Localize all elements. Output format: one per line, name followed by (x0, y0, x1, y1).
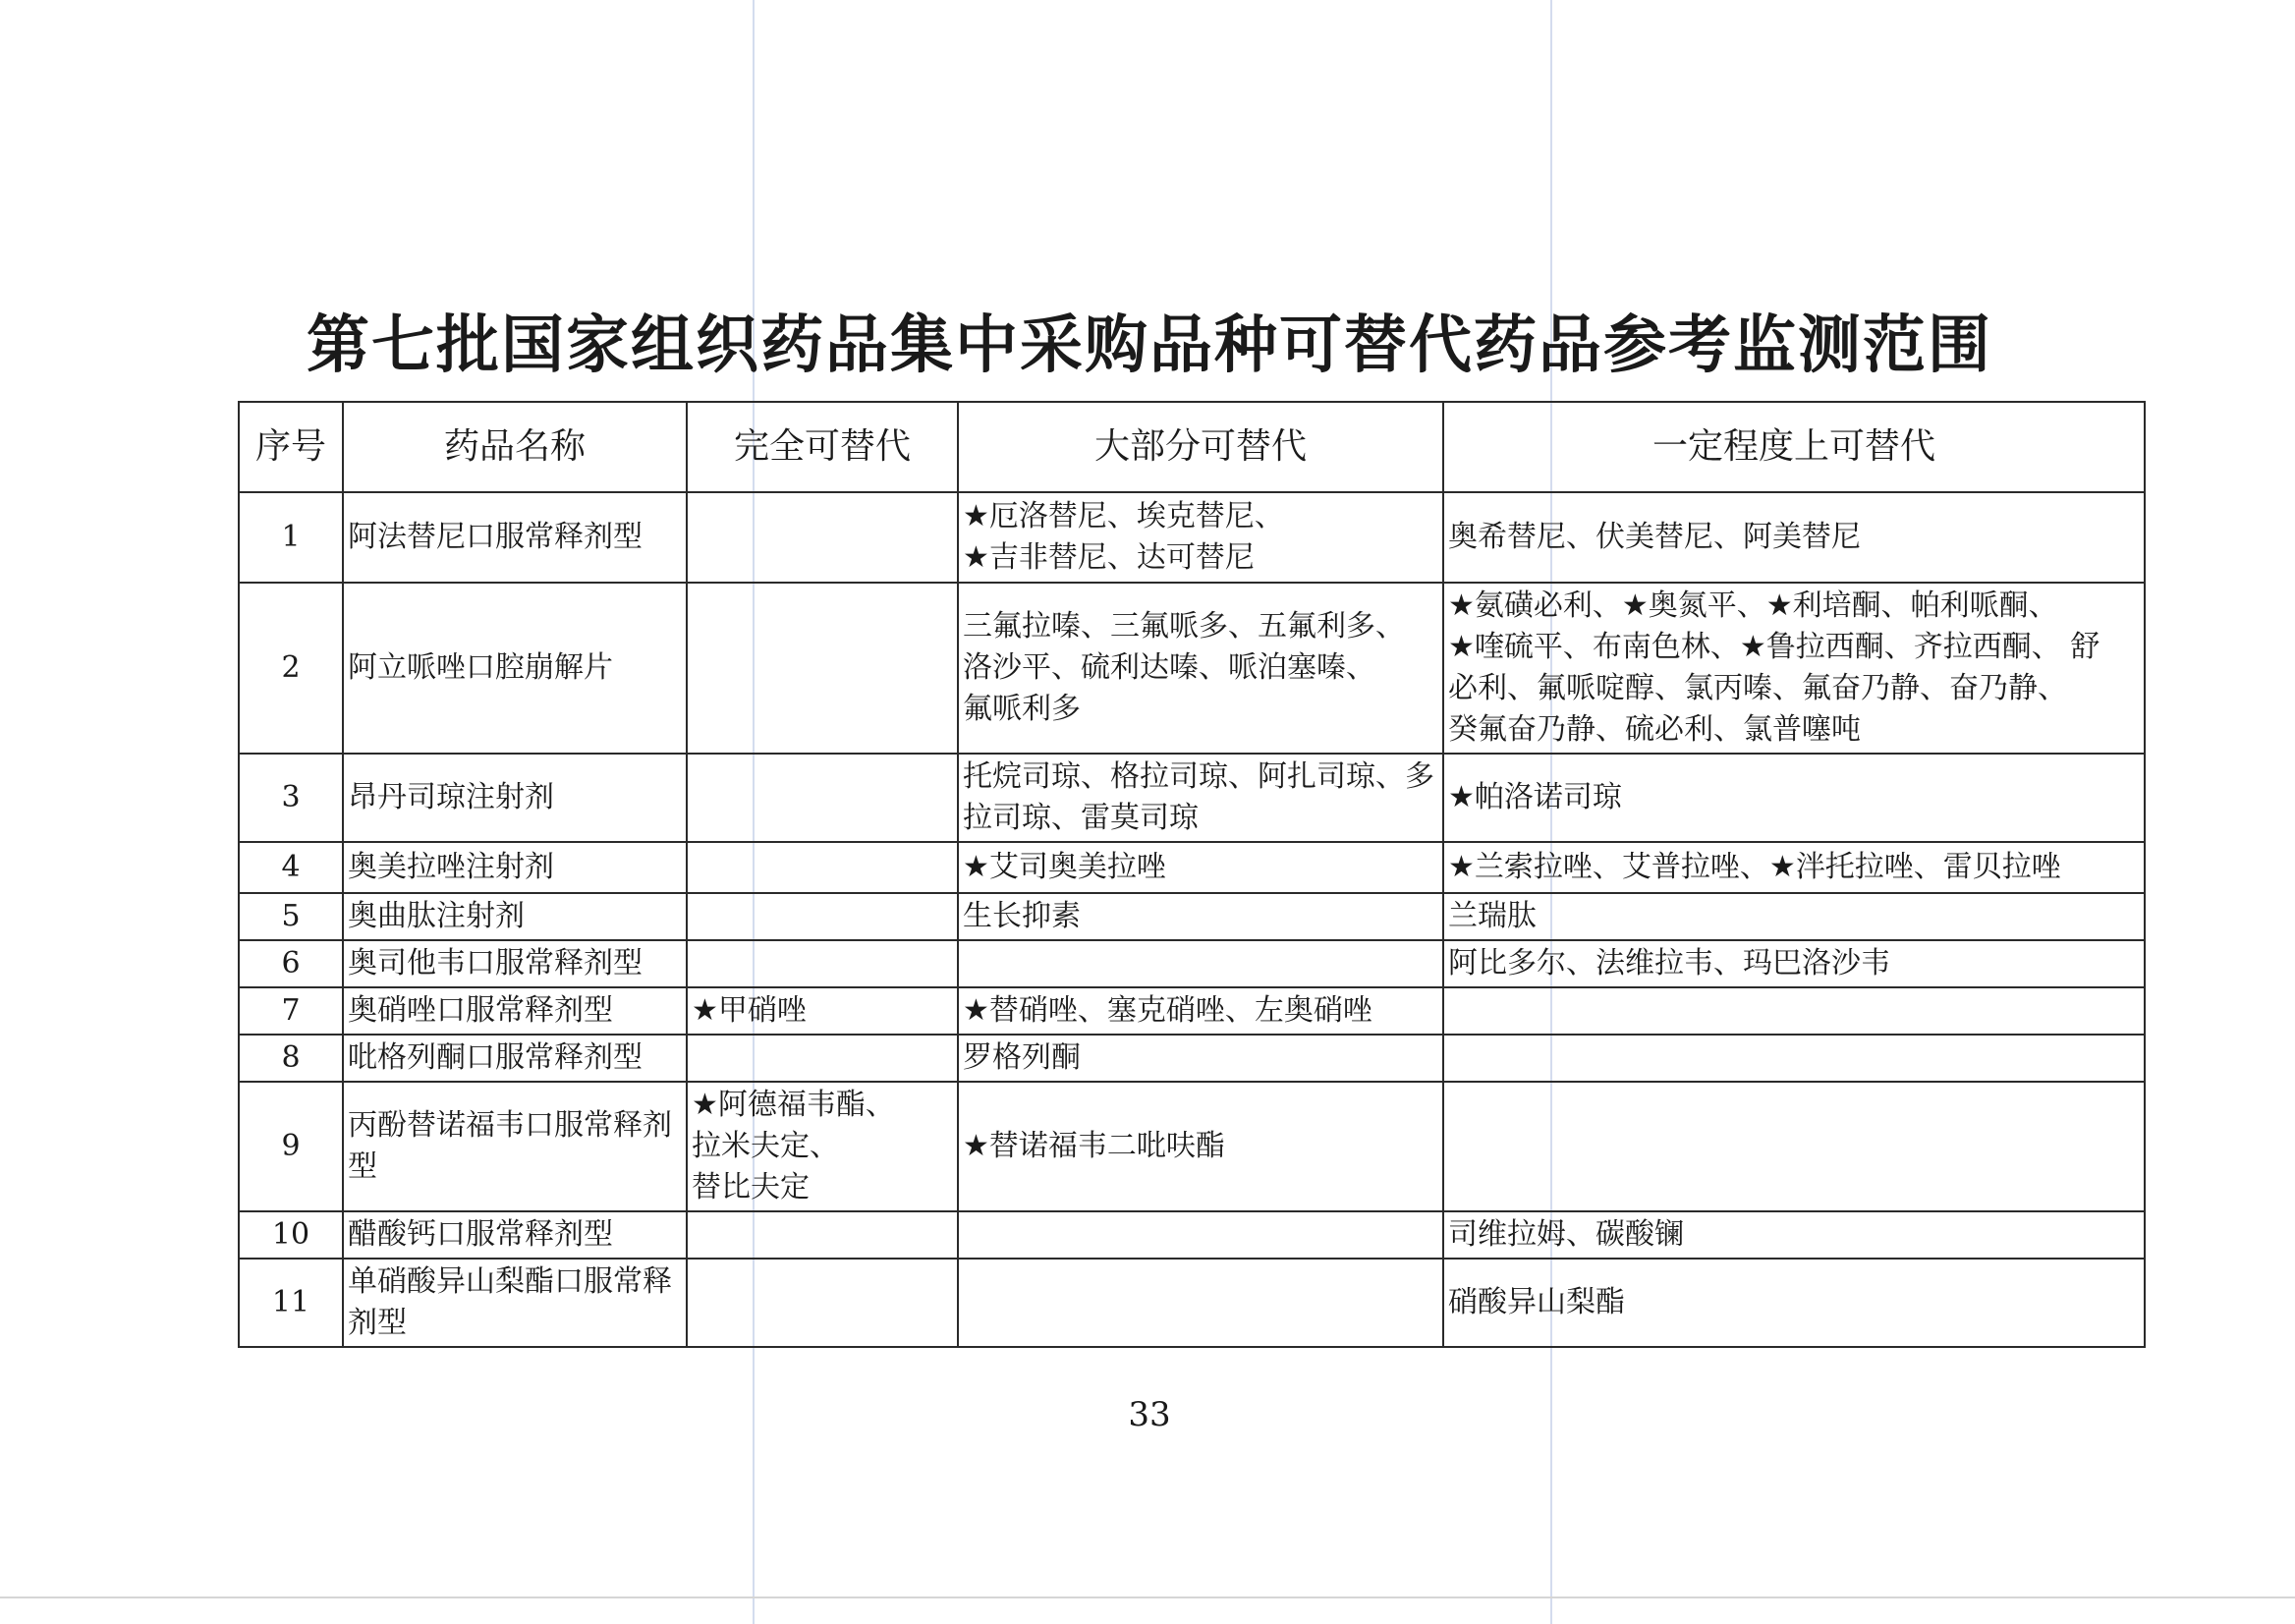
drug-name-cell: 奥硝唑口服常释剂型 (343, 987, 687, 1035)
full-substitute-cell: ★阿德福韦酯、 拉米夫定、 替比夫定 (687, 1082, 958, 1211)
table-row (239, 893, 2145, 940)
partial-substitute-cell: 阿比多尔、法维拉韦、玛巴洛沙韦 (1443, 940, 2145, 987)
drug-name-cell: 吡格列酮口服常释剂型 (343, 1035, 687, 1082)
partial-substitute-cell (1443, 1082, 2145, 1211)
table-row (239, 1082, 2145, 1211)
most-substitute-cell: 三氟拉嗪、三氟哌多、五氟利多、 洛沙平、硫利达嗪、哌泊塞嗪、 氟哌利多 (958, 583, 1443, 754)
drug-name-cell: 丙酚替诺福韦口服常释剂 型 (343, 1082, 687, 1211)
seq-cell: 5 (239, 893, 343, 940)
drug-name-cell: 奥美拉唑注射剂 (343, 842, 687, 893)
full-substitute-cell: ★甲硝唑 (687, 987, 958, 1035)
most-substitute-cell (958, 1259, 1443, 1347)
drug-name-cell: 阿法替尼口服常释剂型 (343, 492, 687, 583)
seq-cell: 10 (239, 1211, 343, 1259)
partial-substitute-cell: 兰瑞肽 (1443, 893, 2145, 940)
header-seq: 序号 (239, 402, 343, 492)
seq-cell: 1 (239, 492, 343, 583)
most-substitute-cell: 生长抑素 (958, 893, 1443, 940)
partial-substitute-cell: ★帕洛诺司琼 (1443, 754, 2145, 842)
table-row (239, 842, 2145, 893)
seq-cell: 8 (239, 1035, 343, 1082)
most-substitute-cell: 托烷司琼、格拉司琼、阿扎司琼、多 拉司琼、雷莫司琼 (958, 754, 1443, 842)
drug-name-cell: 醋酸钙口服常释剂型 (343, 1211, 687, 1259)
page-title: 第七批国家组织药品集中采购品种可替代药品参考监测范围 (307, 308, 1992, 382)
most-substitute-cell: ★艾司奥美拉唑 (958, 842, 1443, 893)
seq-cell: 4 (239, 842, 343, 893)
most-substitute-cell: ★替诺福韦二吡呋酯 (958, 1082, 1443, 1211)
table-row (239, 492, 2145, 583)
drug-name-cell: 昂丹司琼注射剂 (343, 754, 687, 842)
seq-cell: 7 (239, 987, 343, 1035)
partial-substitute-cell: ★兰索拉唑、艾普拉唑、★泮托拉唑、雷贝拉唑 (1443, 842, 2145, 893)
seq-cell: 11 (239, 1259, 343, 1347)
full-substitute-cell (687, 492, 958, 583)
partial-substitute-cell (1443, 987, 2145, 1035)
full-substitute-cell (687, 940, 958, 987)
seq-cell: 2 (239, 583, 343, 754)
full-substitute-cell (687, 583, 958, 754)
drug-name-cell: 阿立哌唑口腔崩解片 (343, 583, 687, 754)
table-row (239, 754, 2145, 842)
scan-bottom-edge (0, 1596, 2295, 1598)
table-row (239, 940, 2145, 987)
partial-substitute-cell: 奥希替尼、伏美替尼、阿美替尼 (1443, 492, 2145, 583)
table-body (239, 492, 2145, 1347)
table-row (239, 1259, 2145, 1347)
most-substitute-cell (958, 1211, 1443, 1259)
most-substitute-cell: ★厄洛替尼、埃克替尼、 ★吉非替尼、达可替尼 (958, 492, 1443, 583)
partial-substitute-cell: 司维拉姆、碳酸镧 (1443, 1211, 2145, 1259)
partial-substitute-cell: ★氨磺必利、★奥氮平、★利培酮、帕利哌酮、 ★喹硫平、布南色林、★鲁拉西酮、齐拉西酮、 舒 必利、氟哌啶醇、氯丙嗪、氟奋乃静、奋乃静、 癸氟奋乃静、硫必利、氯普噻吨 (1443, 583, 2145, 754)
header-most-substitute: 大部分可替代 (958, 402, 1443, 492)
table-row (239, 1035, 2145, 1082)
seq-cell: 9 (239, 1082, 343, 1211)
partial-substitute-cell: 硝酸异山梨酯 (1443, 1259, 2145, 1347)
seq-cell: 3 (239, 754, 343, 842)
header-drug-name: 药品名称 (343, 402, 687, 492)
page-number: 33 (1128, 1395, 1171, 1434)
full-substitute-cell (687, 1211, 958, 1259)
substitute-drug-table (238, 401, 2146, 1348)
partial-substitute-cell (1443, 1035, 2145, 1082)
most-substitute-cell (958, 940, 1443, 987)
table-row (239, 1211, 2145, 1259)
full-substitute-cell (687, 842, 958, 893)
drug-name-cell: 奥司他韦口服常释剂型 (343, 940, 687, 987)
full-substitute-cell (687, 1035, 958, 1082)
drug-name-cell: 奥曲肽注射剂 (343, 893, 687, 940)
table-row (239, 583, 2145, 754)
full-substitute-cell (687, 754, 958, 842)
most-substitute-cell: 罗格列酮 (958, 1035, 1443, 1082)
header-partial-substitute: 一定程度上可替代 (1443, 402, 2145, 492)
full-substitute-cell (687, 893, 958, 940)
header-full-substitute: 完全可替代 (687, 402, 958, 492)
most-substitute-cell: ★替硝唑、塞克硝唑、左奥硝唑 (958, 987, 1443, 1035)
seq-cell: 6 (239, 940, 343, 987)
table-row (239, 987, 2145, 1035)
table-header-row (239, 402, 2145, 492)
drug-name-cell: 单硝酸异山梨酯口服常释 剂型 (343, 1259, 687, 1347)
full-substitute-cell (687, 1259, 958, 1347)
